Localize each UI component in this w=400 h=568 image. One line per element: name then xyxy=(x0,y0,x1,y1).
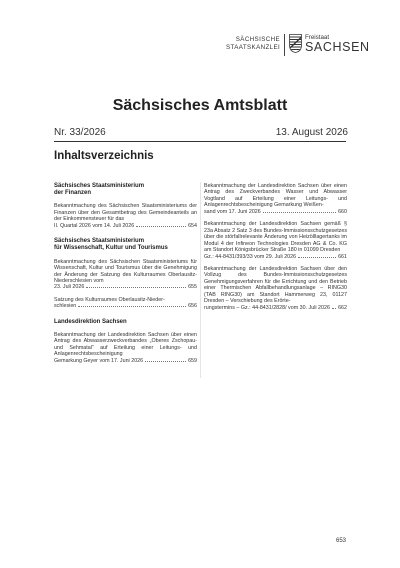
toc-entry[interactable] xyxy=(204,183,347,215)
staatskanzlei-logo-text xyxy=(226,36,280,51)
section-heading: Landesdirektion Sachsen xyxy=(54,318,127,325)
publication-title: Sächsisches Amtsblatt xyxy=(112,97,288,114)
toc-column-right xyxy=(204,183,347,311)
freistaat-sachsen-logo-text xyxy=(305,34,370,54)
entry-text: Bekanntmachung der Landesdirektion Sachsen über den Vollzug des Bundes-Immissionsschutzgesetzes Genehmigungsverfahren für die Errichtung und den Betrieb einer Thermischen Abfallbehandlungsanlage – RING30 (TAB RING30) am Standort Hammerweg 23, 01127 Dresden – Verschiebung des Erörte- xyxy=(204,265,347,305)
entry-last-line: rungstermins – Gz.: 44-8431/2828/ vom 30. Juli 2026 xyxy=(204,304,330,311)
entry-last-line: schlesien xyxy=(54,303,77,310)
saxony-crest-icon xyxy=(289,34,302,53)
chancellery-line1: SÄCHSISCHE xyxy=(235,36,280,43)
section-heading: Sächsisches Staatsministerium der Finanzen xyxy=(54,183,145,197)
leader-dots xyxy=(145,361,186,362)
entry-text: Bekanntmachung der Landesdirektion Sachsen gemäß § 23a Absatz 2 Satz 3 des Bundes-Immissionsschutzgesetzes über die störfallrelevante Änderung von Heizölllagertanks im Modul 4 der Infineon Technologies Dresden AG & Co. KG am Standort Königsbrücker Straße 180 in 01099 Dresden xyxy=(204,221,347,254)
entry-text: Bekanntmachung des Sächsischen Staatsministeriums der Finanzen über den Gesamtbetrag des Gemeindeanteils an der Einkommensteuer für das xyxy=(54,203,197,223)
page-number: 661 xyxy=(338,253,347,260)
toc-entry[interactable] xyxy=(204,266,347,311)
entry-last-line: II. Quartal 2026 vom 14. Juli 2026 xyxy=(54,222,135,229)
toc-entry[interactable] xyxy=(204,221,347,260)
issue-date: 13. August 2026 xyxy=(275,127,348,138)
issue-number: Nr. 33/2026 xyxy=(54,127,106,138)
footer-page-number: 653 xyxy=(335,538,346,544)
entry-text: Satzung des Kulturraumes Oberlausitz-Nieder- xyxy=(54,296,165,303)
leader-dots xyxy=(263,212,336,213)
page-number: 662 xyxy=(338,304,347,311)
toc-column-left xyxy=(54,183,197,364)
entry-text: Bekanntmachung des Sächsischen Staatsministeriums für Wissenschaft, Kultur und Tourismus über die Genehmigung der Änderung der Satzung des Kulturraumes Oberlausitz-Niederschlesien vom xyxy=(54,258,197,284)
state-big-label: SACHSEN xyxy=(305,40,370,54)
entry-text: Bekanntmachung der Landesdirektion Sachsen über einen Antrag des Abwasserzweckverbandes „Oberes Zschopau- und Sehmatal“ auf Erteilung einer Leitungs- und Anlagenrechtsbescheinigung xyxy=(54,332,197,358)
toc-entry[interactable] xyxy=(54,203,197,229)
leader-dots xyxy=(332,308,336,309)
column-divider xyxy=(200,182,201,378)
state-small-label: Freistaat xyxy=(305,34,330,41)
toc-heading: Inhaltsverzeichnis xyxy=(54,150,154,162)
toc-entry[interactable] xyxy=(54,259,197,291)
leader-dots xyxy=(86,287,186,288)
leader-dots xyxy=(78,306,186,307)
header-rule xyxy=(54,141,346,142)
page-number: 656 xyxy=(188,303,197,310)
entry-last-line: Gemarkung Geyer vom 17. Juni 2026 xyxy=(54,357,144,364)
section-heading: Sächsisches Staatsministerium für Wissenschaft, Kultur und Tourismus xyxy=(54,238,168,252)
page-number: 659 xyxy=(188,357,197,364)
entry-text: Bekanntmachung der Landesdirektion Sachsen über einen Antrag des Zweckverbandes Wasser und Abwasser Vogtland auf Erteilung einer Leitungs- und Anlagenrechtsbescheinigung Gemarkung Weißen- xyxy=(204,183,347,209)
toc-entry[interactable] xyxy=(54,332,197,364)
leader-dots xyxy=(136,226,186,227)
entry-last-line: sand vom 17. Juni 2026 xyxy=(204,208,261,215)
page-number: 654 xyxy=(188,222,197,229)
entry-last-line: 23. Juli 2026 xyxy=(54,284,85,291)
leader-dots xyxy=(298,257,336,258)
page-number: 655 xyxy=(188,284,197,291)
logo-divider xyxy=(284,34,285,56)
chancellery-line2: STAATSKANZLEI xyxy=(226,43,281,51)
entry-last-line: Gz.: 44-8431/393/33 vom 29. Juli 2026 xyxy=(204,253,297,260)
toc-entry[interactable] xyxy=(54,297,197,310)
page-number: 660 xyxy=(338,208,347,215)
